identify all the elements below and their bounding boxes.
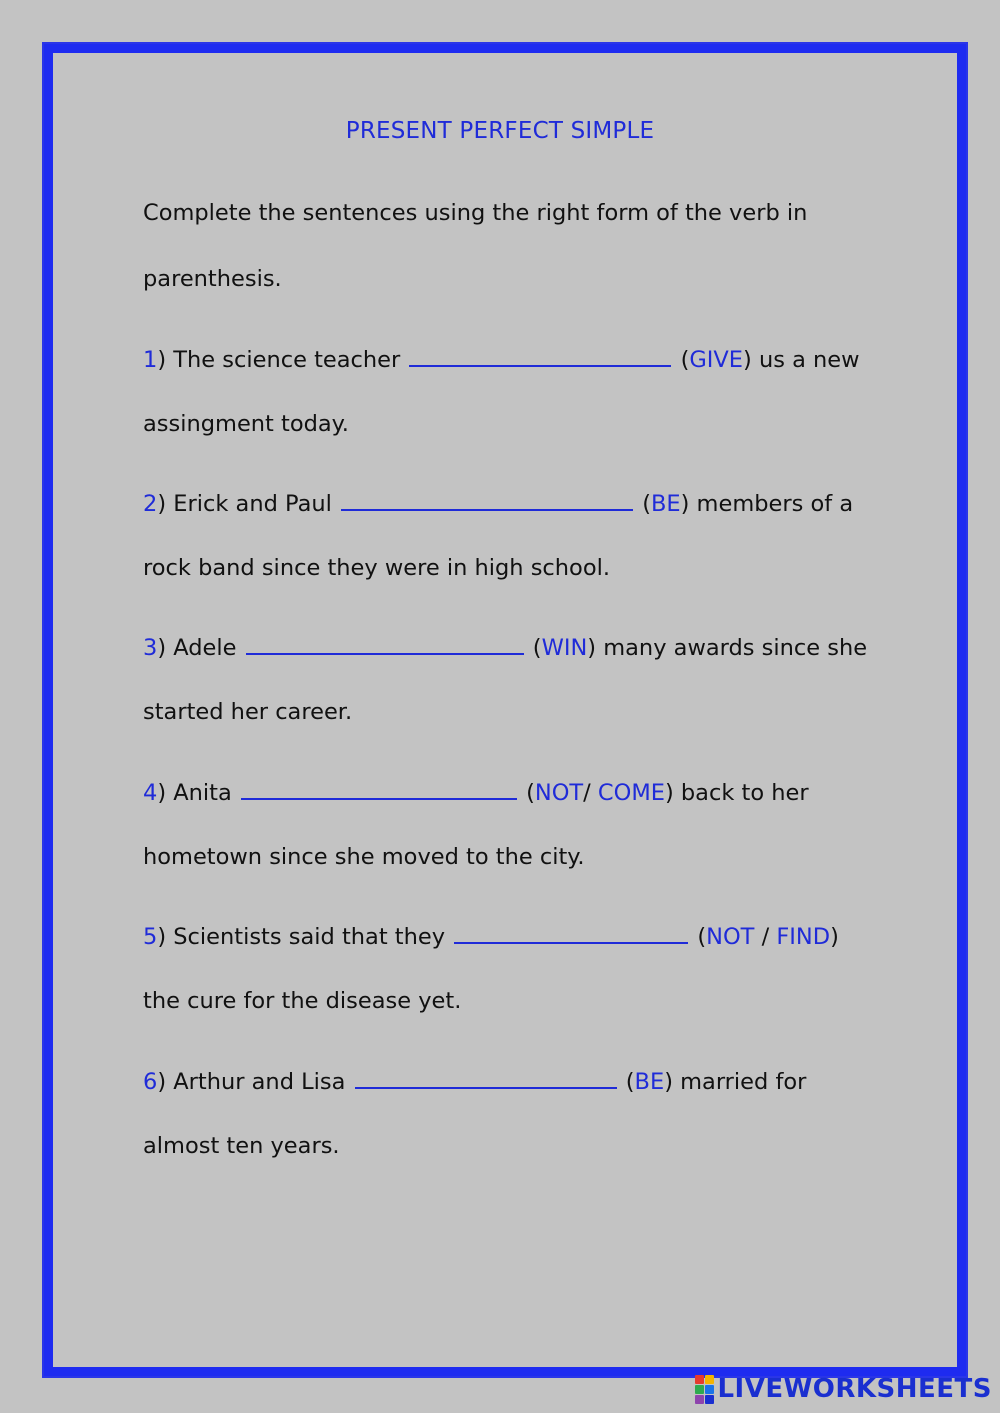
item-number: 2: [143, 491, 158, 517]
verb-hint: FIND: [776, 924, 831, 950]
item-number: 4: [143, 780, 158, 806]
item-text-after: members of a: [689, 491, 854, 517]
paren-open: (: [526, 780, 535, 806]
verb-hint: WIN: [541, 635, 588, 661]
item-number: 1: [143, 347, 158, 373]
verb-hint: BE: [634, 1069, 665, 1095]
item-number: 6: [143, 1069, 158, 1095]
paren-close: ): [680, 491, 690, 517]
item-number: 5: [143, 924, 158, 950]
exercise-item-2: [143, 489, 853, 517]
exercise-item-4-continuation: hometown since she moved to the city.: [143, 844, 585, 870]
exercise-item-6: [143, 1067, 806, 1095]
exercise-item-6-continuation: almost ten years.: [143, 1133, 340, 1159]
item-text-before: ) Arthur and Lisa: [157, 1069, 346, 1095]
worksheet-title: PRESENT PERFECT SIMPLE: [345, 118, 655, 144]
exercise-item-3-continuation: started her career.: [143, 699, 353, 725]
paren-open: (: [532, 635, 542, 661]
exercise-item-4: [143, 778, 809, 806]
verb-hint: NOT: [534, 780, 584, 806]
answer-blank[interactable]: [409, 345, 671, 367]
item-text-before: ) Scientists said that they: [157, 924, 446, 950]
verb-separator: /: [754, 924, 777, 950]
paren-close: ): [664, 780, 674, 806]
item-text-before: ) Erick and Paul: [157, 491, 332, 517]
paren-close: ): [830, 924, 839, 950]
exercise-item-3: [143, 633, 867, 661]
verb-separator: /: [583, 780, 598, 806]
item-number: 3: [143, 635, 158, 661]
paren-close: ): [743, 347, 752, 373]
item-text-before: ) Anita: [157, 780, 232, 806]
paren-close: ): [587, 635, 597, 661]
item-text-after: back to her: [673, 780, 809, 806]
paren-open: (: [697, 924, 707, 950]
paren-open: (: [680, 347, 690, 373]
instructions-line-2: parenthesis.: [143, 266, 282, 292]
answer-blank[interactable]: [341, 489, 633, 511]
exercise-item-1: [143, 345, 860, 373]
item-text-after: married for: [672, 1069, 807, 1095]
answer-blank[interactable]: [246, 633, 524, 655]
paren-open: (: [625, 1069, 635, 1095]
instructions-line-1: Complete the sentences using the right form of the verb in: [143, 200, 808, 226]
verb-hint: BE: [650, 491, 681, 517]
logo-mark-icon: [695, 1375, 714, 1404]
answer-blank[interactable]: [355, 1067, 617, 1089]
paren-close: ): [664, 1069, 673, 1095]
item-text-before: ) Adele: [157, 635, 237, 661]
item-text-before: ) The science teacher: [157, 347, 401, 373]
answer-blank[interactable]: [454, 922, 688, 944]
exercise-item-2-continuation: rock band since they were in high school.: [143, 555, 610, 581]
exercise-item-5: [143, 922, 839, 950]
item-text-after: us a new: [751, 347, 860, 373]
verb-hint: COME: [597, 780, 665, 806]
verb-hint: GIVE: [689, 347, 744, 373]
exercise-item-1-continuation: assingment today.: [143, 411, 349, 437]
liveworksheets-logo: [695, 1371, 992, 1407]
answer-blank[interactable]: [241, 778, 517, 800]
logo-text: LIVEWORKSHEETS: [717, 1374, 992, 1404]
verb-hint: NOT: [706, 924, 755, 950]
paren-open: (: [642, 491, 651, 517]
exercise-item-5-continuation: the cure for the disease yet.: [143, 988, 462, 1014]
item-text-after: many awards since she: [596, 635, 868, 661]
